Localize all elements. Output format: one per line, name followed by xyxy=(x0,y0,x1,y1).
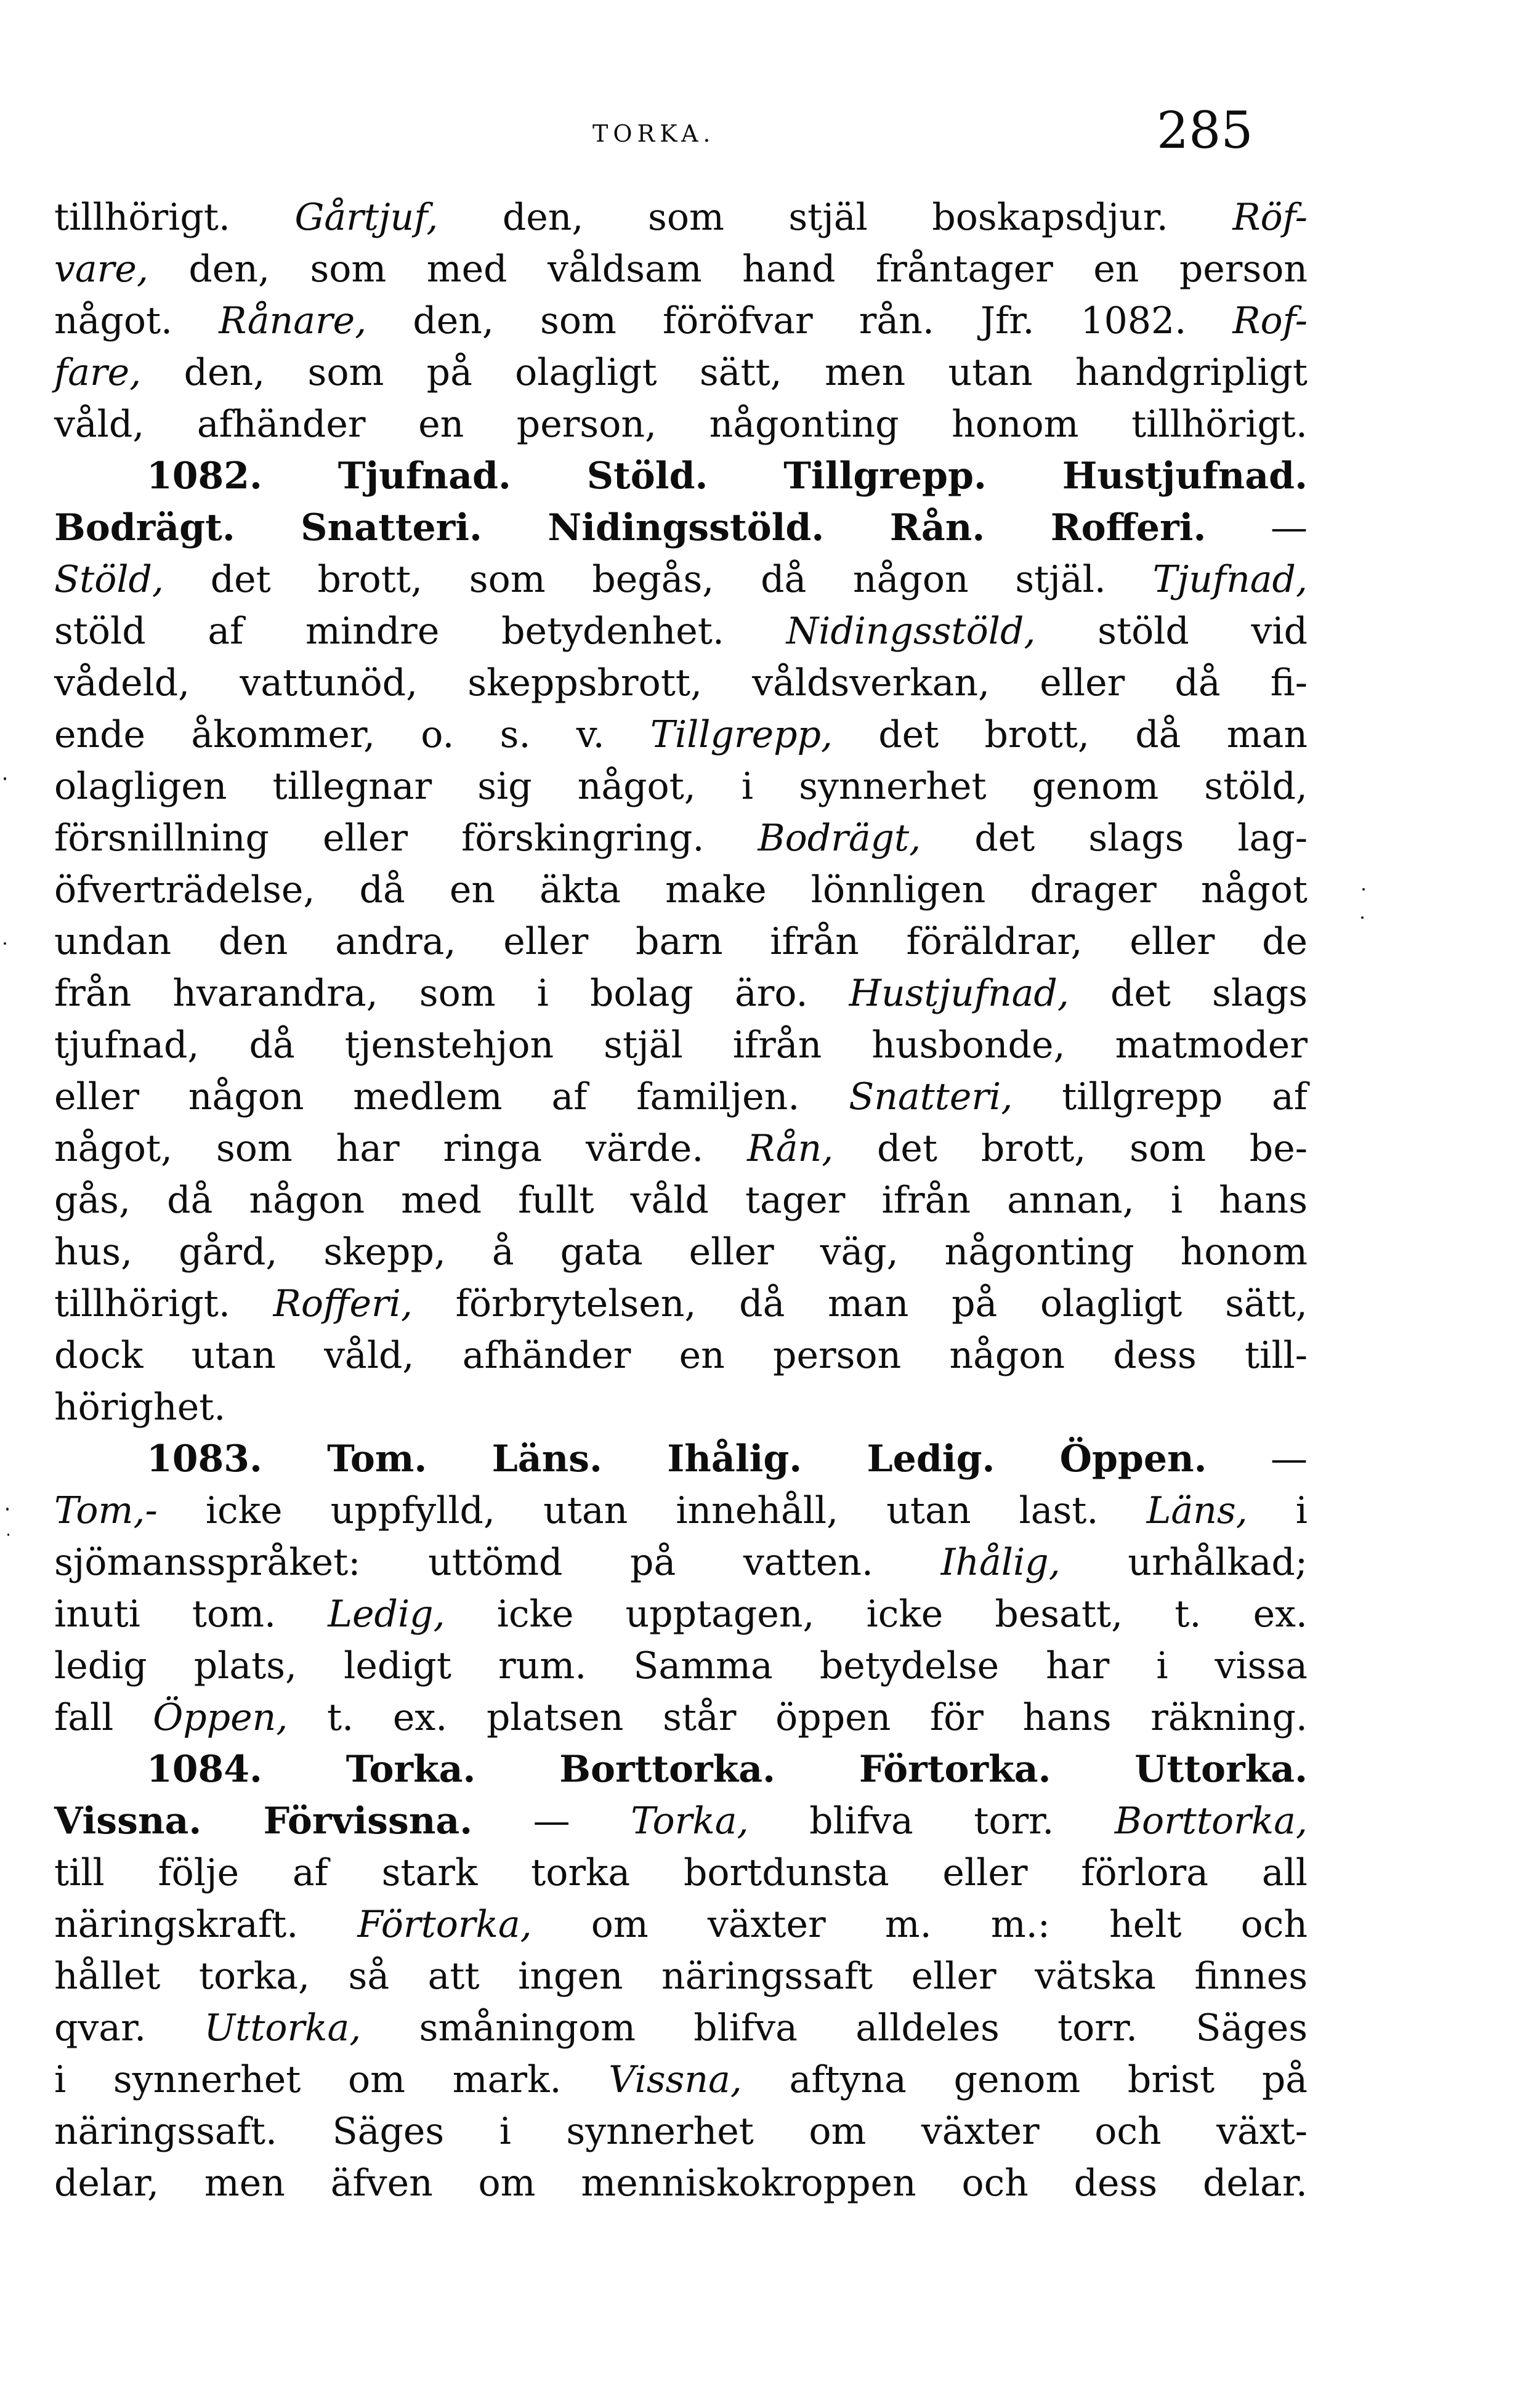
text-segment: den, som på olagligt sätt, men utan handgripligt xyxy=(141,351,1308,394)
term-italic: Snatteri, xyxy=(849,1075,1013,1118)
text-segment: tillhörigt. xyxy=(54,1282,273,1325)
text-segment: näringssaft. Säges i synnerhet om växter och växt- xyxy=(54,2110,1308,2153)
text-segment: tillgrepp af xyxy=(1013,1075,1308,1118)
text-segment: inuti tom. xyxy=(54,1593,328,1636)
term-italic: Läns, xyxy=(1146,1489,1248,1532)
text-line xyxy=(54,2106,1308,2157)
entry-1082 xyxy=(54,450,1308,1433)
term-italic: Uttorka, xyxy=(204,2006,362,2050)
text-segment: icke upptagen, icke besatt, t. ex. xyxy=(445,1593,1308,1636)
text-line xyxy=(54,1537,1308,1588)
text-segment: förbrytelsen, då man på olagligt sätt, xyxy=(412,1282,1308,1325)
text-line xyxy=(54,1123,1308,1174)
term-italic: Ledig, xyxy=(328,1593,445,1636)
term-italic: Vissna, xyxy=(608,2058,742,2101)
text-segment: i xyxy=(1247,1489,1308,1532)
text-segment: dock utan våld, afhänder en person någon dess till- xyxy=(54,1334,1308,1377)
term-italic: vare, xyxy=(54,248,148,291)
page-body xyxy=(54,192,1308,2209)
headword-bold: 1082. Tjufnad. Stöld. Tillgrepp. Hustjufnad. xyxy=(147,455,1308,498)
term-italic: Rånare, xyxy=(219,299,367,342)
text-line xyxy=(54,1381,1308,1433)
term-italic: Rof- xyxy=(1232,299,1308,342)
headword-bold: Vissna. Förvissna. xyxy=(54,1800,473,1843)
term-italic: Röf- xyxy=(1232,196,1308,239)
text-segment: eller någon medlem af familjen. xyxy=(54,1075,849,1118)
page-number: 285 xyxy=(1157,102,1253,160)
term-italic: Rofferi, xyxy=(273,1282,413,1325)
text-line xyxy=(54,1433,1308,1485)
scan-speck xyxy=(4,942,6,945)
text-line xyxy=(54,761,1308,812)
term-italic: Gårtjuf, xyxy=(294,196,439,239)
text-segment: fall xyxy=(54,1696,153,1739)
entry-1084 xyxy=(54,1743,1308,2209)
text-line xyxy=(54,1071,1308,1123)
paragraph-continuation xyxy=(54,192,1308,450)
text-segment: icke uppfylld, utan innehåll, utan last. xyxy=(157,1489,1147,1532)
text-segment: hörighet. xyxy=(54,1386,226,1429)
text-line xyxy=(54,1899,1308,1950)
text-segment: det brott, som be- xyxy=(833,1127,1308,1170)
text-line xyxy=(54,1278,1308,1330)
term-italic: Rån, xyxy=(747,1127,834,1170)
text-segment: det slags lag- xyxy=(921,817,1308,860)
text-segment: den, som föröfvar rån. Jfr. 1082. xyxy=(366,299,1233,342)
text-line xyxy=(54,2002,1308,2054)
term-italic: fare, xyxy=(54,351,142,394)
scan-speck xyxy=(1362,888,1365,891)
text-segment: småningom blifva alldeles torr. Säges xyxy=(361,2006,1308,2050)
text-segment: ende åkommer, o. s. v. xyxy=(54,713,650,756)
text-segment: i synnerhet om mark. xyxy=(54,2058,609,2101)
text-segment: tjufnad, då tjenstehjon stjäl ifrån husbonde, matmoder xyxy=(54,1024,1308,1067)
text-segment: ledig plats, ledigt rum. Samma betydelse har i vissa xyxy=(54,1644,1308,1687)
text-line xyxy=(54,502,1308,554)
text-line xyxy=(54,347,1308,398)
text-segment: den, som stjäl boskapsdjur. xyxy=(438,196,1233,239)
text-line xyxy=(54,1795,1308,1847)
headword-bold: Bodrägt. Snatteri. Nidingsstöld. Rån. Rofferi. xyxy=(54,506,1207,549)
term-italic: Hustjufnad, xyxy=(849,972,1069,1015)
text-segment: om växter m. m.: helt och xyxy=(532,1903,1308,1946)
text-segment: hus, gård, skepp, å gata eller väg, någonting honom xyxy=(54,1230,1308,1274)
text-line xyxy=(54,1330,1308,1381)
term-italic: Torka, xyxy=(631,1800,749,1843)
scan-speck xyxy=(4,777,6,780)
term-italic: Förtorka, xyxy=(357,1903,532,1946)
text-line xyxy=(54,864,1308,916)
text-line xyxy=(54,554,1308,605)
text-segment: gås, då någon med fullt våld tager ifrån annan, i hans xyxy=(54,1179,1308,1222)
text-line xyxy=(54,605,1308,657)
term-italic: Tillgrepp, xyxy=(650,713,833,756)
term-italic: Öppen, xyxy=(153,1696,288,1739)
text-line xyxy=(54,1174,1308,1226)
term-italic: Ihålig, xyxy=(940,1541,1061,1584)
text-line xyxy=(54,916,1308,968)
text-segment: qvar. xyxy=(54,2006,204,2050)
entry-1083 xyxy=(54,1433,1308,1743)
text-line xyxy=(54,657,1308,709)
text-segment: sjömansspråket: uttömd på vatten. xyxy=(54,1541,941,1584)
text-line xyxy=(54,398,1308,450)
text-segment: aftyna genom brist på xyxy=(742,2058,1308,2101)
term-italic: Nidingsstöld, xyxy=(786,610,1036,653)
text-line xyxy=(54,812,1308,864)
text-segment: våld, afhänder en person, någonting honom tillhörigt. xyxy=(54,403,1308,446)
text-line xyxy=(54,1847,1308,1899)
text-segment: undan den andra, eller barn ifrån föräldrar, eller de xyxy=(54,920,1308,963)
text-segment: till följe af stark torka bortdunsta eller förlora all xyxy=(54,1851,1308,1894)
text-line xyxy=(54,450,1308,502)
text-segment: något. xyxy=(54,299,219,342)
scan-speck xyxy=(6,1508,9,1511)
text-segment: delar, men äfven om menniskokroppen och dess delar. xyxy=(54,2162,1308,2205)
text-segment: olagligen tillegnar sig något, i synnerhet genom stöld, xyxy=(54,765,1308,808)
text-segment: tillhörigt. xyxy=(54,196,295,239)
term-italic: Stöld, xyxy=(54,558,164,601)
text-segment: — xyxy=(1206,506,1308,549)
text-line xyxy=(54,1950,1308,2002)
text-segment: stöld vid xyxy=(1035,610,1308,653)
text-line xyxy=(54,1226,1308,1278)
text-segment: den, som med våldsam hand fråntager en person xyxy=(148,248,1308,291)
headword-bold: 1083. Tom. Läns. Ihålig. Ledig. Öppen. xyxy=(147,1437,1207,1481)
text-segment: försnillning eller förskingring. xyxy=(54,817,758,860)
term-italic: Tom,- xyxy=(54,1489,158,1532)
term-italic: Tjufnad, xyxy=(1152,558,1308,601)
text-line xyxy=(54,1692,1308,1743)
text-line xyxy=(54,243,1308,295)
headword-bold: 1084. Torka. Borttorka. Förtorka. Uttorka. xyxy=(147,1748,1308,1791)
text-segment: stöld af mindre betydenhet. xyxy=(54,610,786,653)
term-italic: Bodrägt, xyxy=(758,817,921,860)
text-line xyxy=(54,1588,1308,1640)
text-segment: det brott, som begås, då någon stjäl. xyxy=(164,558,1153,601)
text-line xyxy=(54,2157,1308,2209)
text-segment: det slags xyxy=(1069,972,1308,1015)
text-segment: det brott, då man xyxy=(832,713,1308,756)
term-italic: Borttorka, xyxy=(1114,1800,1308,1843)
scan-speck xyxy=(7,1533,9,1536)
text-line xyxy=(54,709,1308,761)
text-segment: — xyxy=(1207,1437,1308,1481)
text-segment: blifva torr. xyxy=(748,1800,1115,1843)
text-line xyxy=(54,2054,1308,2106)
text-segment: från hvarandra, som i bolag äro. xyxy=(54,972,849,1015)
text-line xyxy=(54,192,1308,243)
text-segment: — xyxy=(472,1800,631,1843)
text-segment: hållet torka, så att ingen näringssaft eller vätska finnes xyxy=(54,1955,1308,1998)
text-segment: näringskraft. xyxy=(54,1903,358,1946)
text-line xyxy=(54,1743,1308,1795)
text-line xyxy=(54,1485,1308,1537)
text-segment: t. ex. platsen står öppen för hans räkning. xyxy=(288,1696,1308,1739)
text-segment: vådeld, vattunöd, skeppsbrott, våldsverkan, eller då fi- xyxy=(54,661,1308,705)
text-line xyxy=(54,1640,1308,1692)
text-segment: något, som har ringa värde. xyxy=(54,1127,748,1170)
text-line xyxy=(54,295,1308,347)
running-title: TORKA. xyxy=(592,120,716,147)
text-segment: öfverträdelse, då en äkta make lönnligen drager något xyxy=(54,868,1308,911)
scan-speck xyxy=(1361,916,1364,919)
text-line xyxy=(54,1019,1308,1071)
text-segment: urhålkad; xyxy=(1060,1541,1308,1584)
text-line xyxy=(54,968,1308,1019)
